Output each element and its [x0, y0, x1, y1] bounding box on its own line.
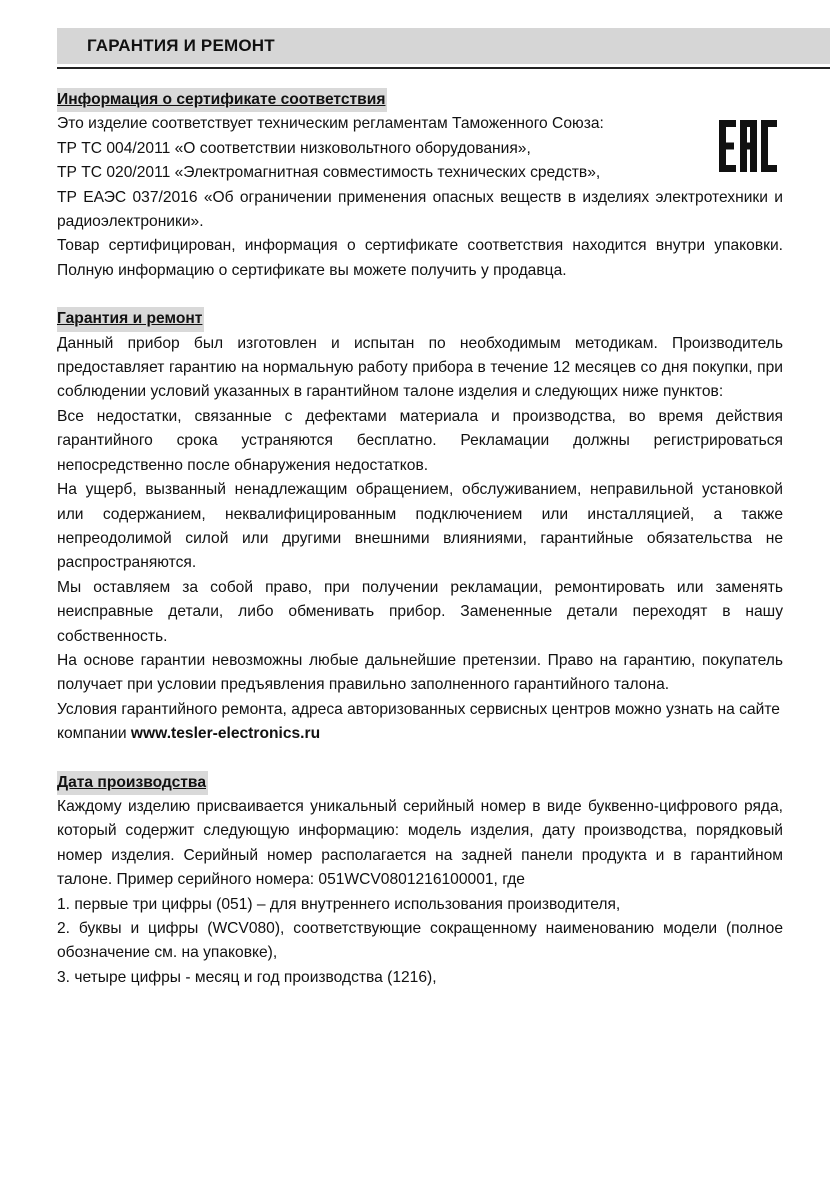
certificate-line-1: ТР ТС 004/2011 «О соответствии низковольтного оборудования»,	[57, 139, 531, 157]
certificate-eaes-line: ТР ЕАЭС 037/2016 «Об ограничении применения опасных веществ в изделиях электротехники и радиоэлектроники».	[57, 188, 783, 231]
certificate-heading: Информация о сертификате соответствия	[57, 88, 387, 112]
warranty-paragraph: На основе гарантии невозможны любые дальнейшие претензии. Право на гарантию, покупатель получает при условии предъявления правильно заполненного гарантийного талона.	[57, 651, 783, 694]
warranty-paragraph: Мы оставляем за собой право, при получении рекламации, ремонтировать или заменять неисправные детали, либо обменивать прибор. Замененные детали переходят в нашу собственность.	[57, 578, 783, 645]
warranty-paragraph: На ущерб, вызванный ненадлежащим обращением, обслуживанием, неправильной установкой или содержанием, неквалифицированным подключением или инсталляцией, а также непреодолимой силой или другими внешними влияниями, гарантийные обязательства не распространяются.	[57, 481, 783, 572]
document-body	[57, 88, 783, 990]
website-link[interactable]: www.tesler-electronics.ru	[130, 725, 321, 743]
page-title: ГАРАНТИЯ И РЕМОНТ	[87, 36, 275, 55]
warranty-heading: Гарантия и ремонт	[57, 307, 204, 331]
certificate-note: Товар сертифицирован, информация о сертификате соответствия находится внутри упаковки. Полную информацию о сертификате вы можете получить у продавца.	[57, 237, 783, 279]
certificate-section	[57, 88, 783, 283]
list-item: 3. четыре цифры - месяц и год производства (1216),	[57, 968, 437, 986]
certificate-intro: Это изделие соответствует техническим регламентам Таможенного Союза:	[57, 115, 604, 133]
production-intro: Каждому изделию присваивается уникальный серийный номер в виде буквенно-цифрового ряда, который содержит следующую информацию: модель изделия, дату производства, порядковый номер изделия. Серийный номер располагается на задней панели продукта и в гарантийном талоне. Пример серийного номера: 051WCV0801216100001, где	[57, 797, 783, 889]
warranty-section	[57, 307, 783, 746]
warranty-paragraph: Все недостатки, связанные с дефектами материала и производства, во время действия гарантийного срока устраняются бесплатно. Рекламации должны регистрироваться непосредственно после обнаружения недостатков.	[57, 407, 783, 474]
warranty-paragraph: Данный прибор был изготовлен и испытан по необходимым методикам. Производитель предоставляет гарантию на нормальную работу прибора в течение 12 месяцев со дня покупки, при соблюдении условий указанных в гарантийном талоне изделия и следующих ниже пунктов:	[57, 334, 783, 401]
header-divider	[57, 67, 830, 69]
production-section	[57, 771, 783, 991]
service-centers-text	[57, 698, 783, 747]
service-centers-label: Условия гарантийного ремонта, адреса авторизованных сервисных центров можно узнать на сайте компании	[57, 700, 780, 743]
certificate-line-2: ТР ТС 020/2011 «Электромагнитная совместимость технических средств»,	[57, 164, 601, 182]
production-heading: Дата производства	[57, 771, 208, 795]
list-item: 2. буквы и цифры (WCV080), соответствующие сокращенному наименованию модели (полное обозначение см. на упаковке),	[57, 920, 783, 962]
list-item: 1. первые три цифры (051) – для внутреннего использования производителя,	[57, 895, 621, 913]
